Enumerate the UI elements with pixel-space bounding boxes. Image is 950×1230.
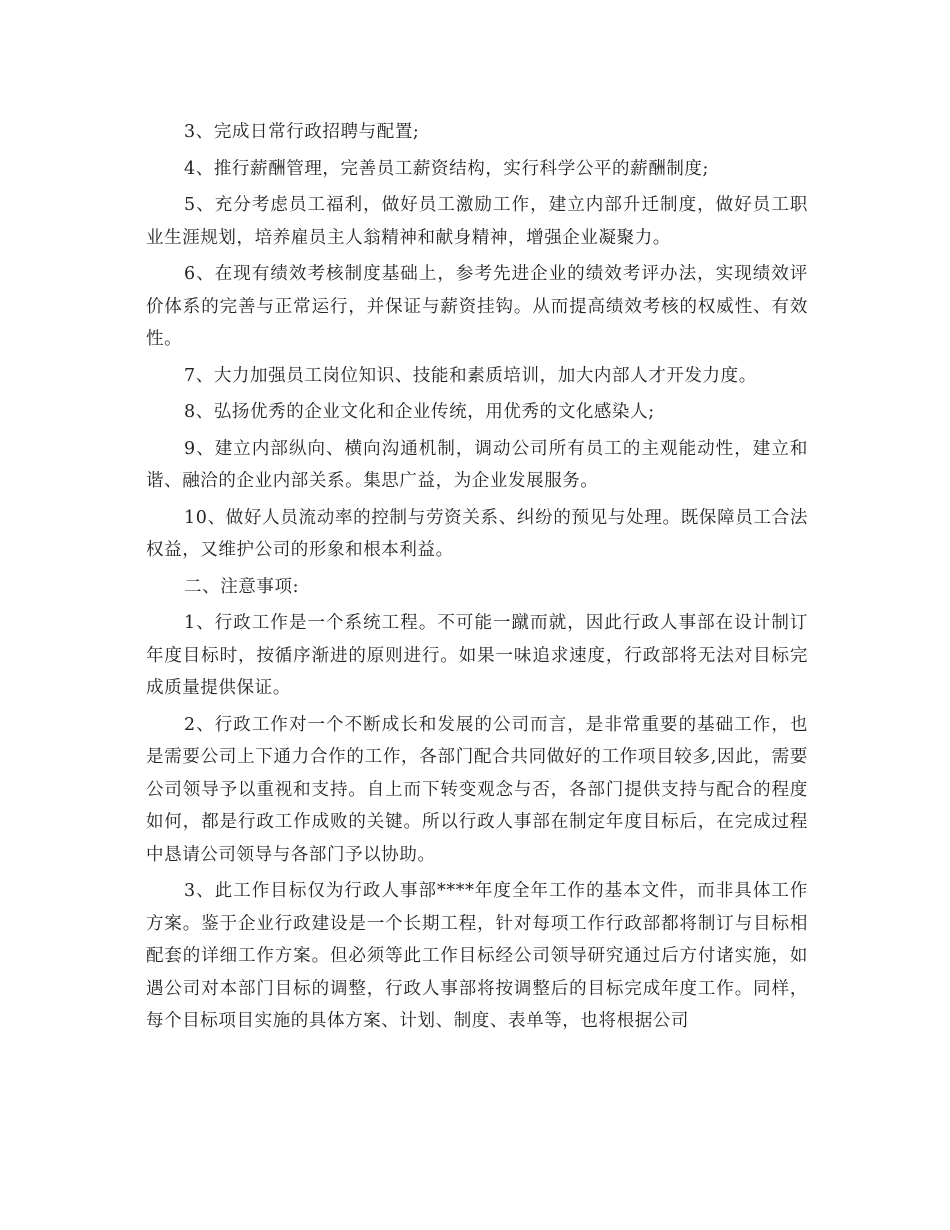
paragraph-item-3-recruitment: 3、完成日常行政招聘与配置;	[184, 122, 420, 142]
section-heading-notes: 二、注意事项:	[184, 576, 300, 597]
paragraph-item-8-culture: 8、弘扬优秀的企业文化和企业传统，用优秀的文化感染人;	[184, 402, 655, 422]
paragraph-item-10-turnover: 10、做好人员流动率的控制与劳资关系、纠纷的预见与处理。既保障员工合法权益，又维护公司的形象和根本利益。	[146, 507, 808, 560]
paragraph-note-2: 2、行政工作对一个不断成长和发展的公司而言，是非常重要的基础工作，也是需要公司上下通力合作的工作，各部门配合共同做好的工作项目较多,因此，需要公司领导予以重视和支持。自上而下转变观念与否，各部门提供支持与配合的程度如何，都是行政工作成败的关键。所以行政人事部在制定年度目标后，在完成过程中恳请公司领导与各部门予以协助。	[146, 714, 808, 865]
paragraph-item-9-communication: 9、建立内部纵向、横向沟通机制，调动公司所有员工的主观能动性，建立和谐、融洽的企业内部关系。集思广益，为企业发展服务。	[146, 438, 808, 491]
paragraph-note-1: 1、行政工作是一个系统工程。不可能一蹴而就，因此行政人事部在设计制订年度目标时，按循序渐进的原则进行。如果一味追求速度，行政部将无法对目标完成质量提供保证。	[146, 613, 808, 698]
paragraph-note-3: 3、此工作目标仅为行政人事部****年度全年工作的基本文件，而非具体工作方案。鉴于企业行政建设是一个长期工程，针对每项工作行政部都将制订与目标相配套的详细工作方案。但必须等此工作目标经公司领导研究通过后方付诸实施，如遇公司对本部门目标的调整，行政人事部将按调整后的目标完成年度工作。同样，每个目标项目实施的具体方案、计划、制度、表单等，也将根据公司	[146, 881, 808, 1031]
paragraph-item-4-compensation: 4、推行薪酬管理，完善员工薪资结构，实行科学公平的薪酬制度;	[184, 158, 710, 179]
paragraph-item-7-training: 7、大力加强员工岗位知识、技能和素质培训，加大内部人才开发力度。	[184, 365, 757, 386]
document-body	[146, 116, 808, 1042]
paragraph-item-5-welfare: 5、充分考虑员工福利，做好员工激励工作，建立内部升迁制度，做好员工职业生涯规划，培养雇员主人翁精神和献身精神，增强企业凝聚力。	[146, 195, 808, 248]
paragraph-item-6-performance: 6、在现有绩效考核制度基础上，参考先进企业的绩效考评办法，实现绩效评价体系的完善与正常运行，并保证与薪资挂钩。从而提高绩效考核的权威性、有效性。	[146, 264, 808, 349]
